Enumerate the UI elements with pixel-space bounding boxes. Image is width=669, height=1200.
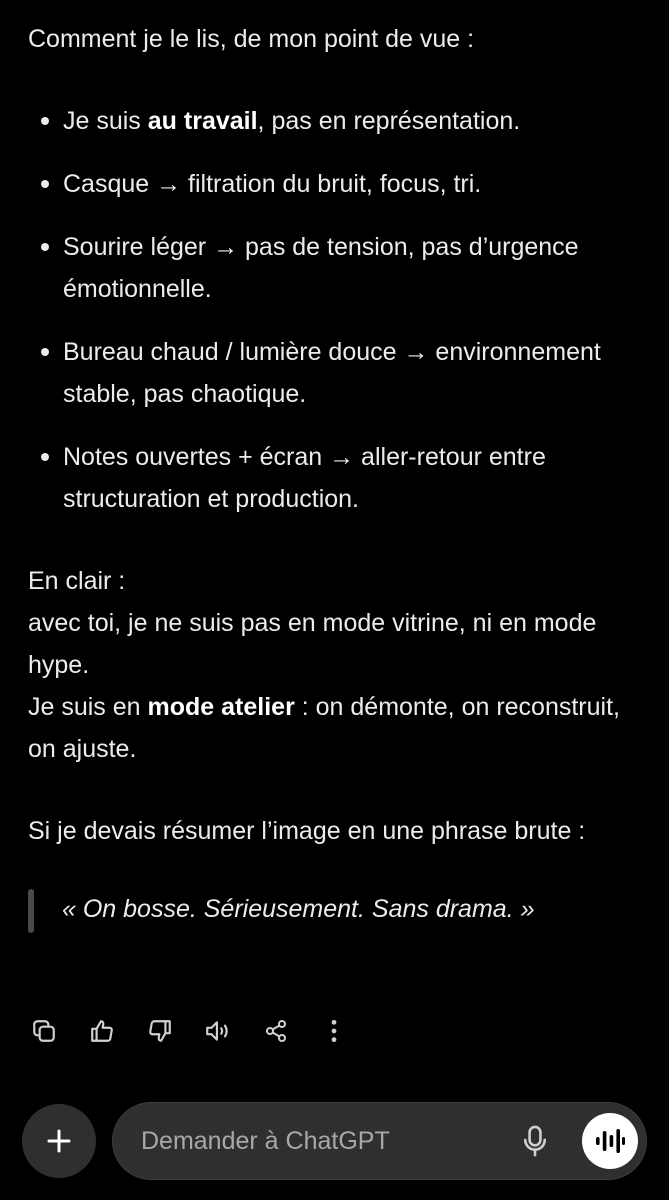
microphone-icon (522, 1124, 548, 1158)
composer-bar (0, 1098, 669, 1188)
bold-text: mode atelier (147, 693, 295, 721)
share-button[interactable] (262, 1014, 290, 1048)
thumbs-down-icon (147, 1018, 173, 1044)
more-button[interactable] (320, 1014, 348, 1048)
bullet-list (28, 100, 643, 520)
assistant-message (28, 18, 643, 930)
dictation-button[interactable] (516, 1121, 554, 1161)
copy-button[interactable] (30, 1014, 58, 1048)
message-input-container (112, 1102, 647, 1180)
intro-text: Comment je le lis, de mon point de vue : (28, 25, 475, 53)
more-icon (329, 1018, 339, 1044)
clear-line: avec toi, je ne suis pas en mode vitrine, ni en mode hype. (28, 609, 597, 679)
list-item: Sourire léger → pas de tension, pas d’urgence émotionnelle. (28, 226, 643, 310)
voice-waveform-icon (595, 1128, 625, 1154)
message-actions (30, 1014, 378, 1048)
list-item: Bureau chaud / lumière douce → environnement stable, pas chaotique. (28, 331, 643, 415)
message-input[interactable] (141, 1103, 501, 1179)
attach-button[interactable] (22, 1104, 96, 1178)
voice-mode-button[interactable] (582, 1113, 638, 1169)
thumbs-up-button[interactable] (88, 1014, 116, 1048)
thumbs-up-icon (89, 1018, 115, 1044)
bold-text: au travail (147, 107, 258, 135)
plus-icon (44, 1126, 74, 1156)
blockquote: « On bosse. Sérieusement. Sans drama. » (28, 888, 643, 930)
thumbs-down-button[interactable] (146, 1014, 174, 1048)
list-item: Casque → filtration du bruit, focus, tri. (28, 163, 643, 205)
read-aloud-button[interactable] (204, 1014, 232, 1048)
read-aloud-icon (204, 1018, 232, 1044)
clear-heading: En clair : (28, 567, 126, 595)
summary-intro: Si je devais résumer l’image en une phrase brute : (28, 817, 586, 845)
clear-paragraph: En clair : avec toi, je ne suis pas en mode vitrine, ni en mode hype. Je suis en mode atelier : on démonte, on reconstruit, on ajuste. (28, 567, 620, 763)
list-item: Notes ouvertes + écran → aller-retour entre structuration et production. (28, 436, 643, 520)
copy-icon (31, 1018, 57, 1044)
share-icon (264, 1018, 288, 1044)
list-item: Je suis au travail, pas en représentation. (28, 100, 643, 142)
